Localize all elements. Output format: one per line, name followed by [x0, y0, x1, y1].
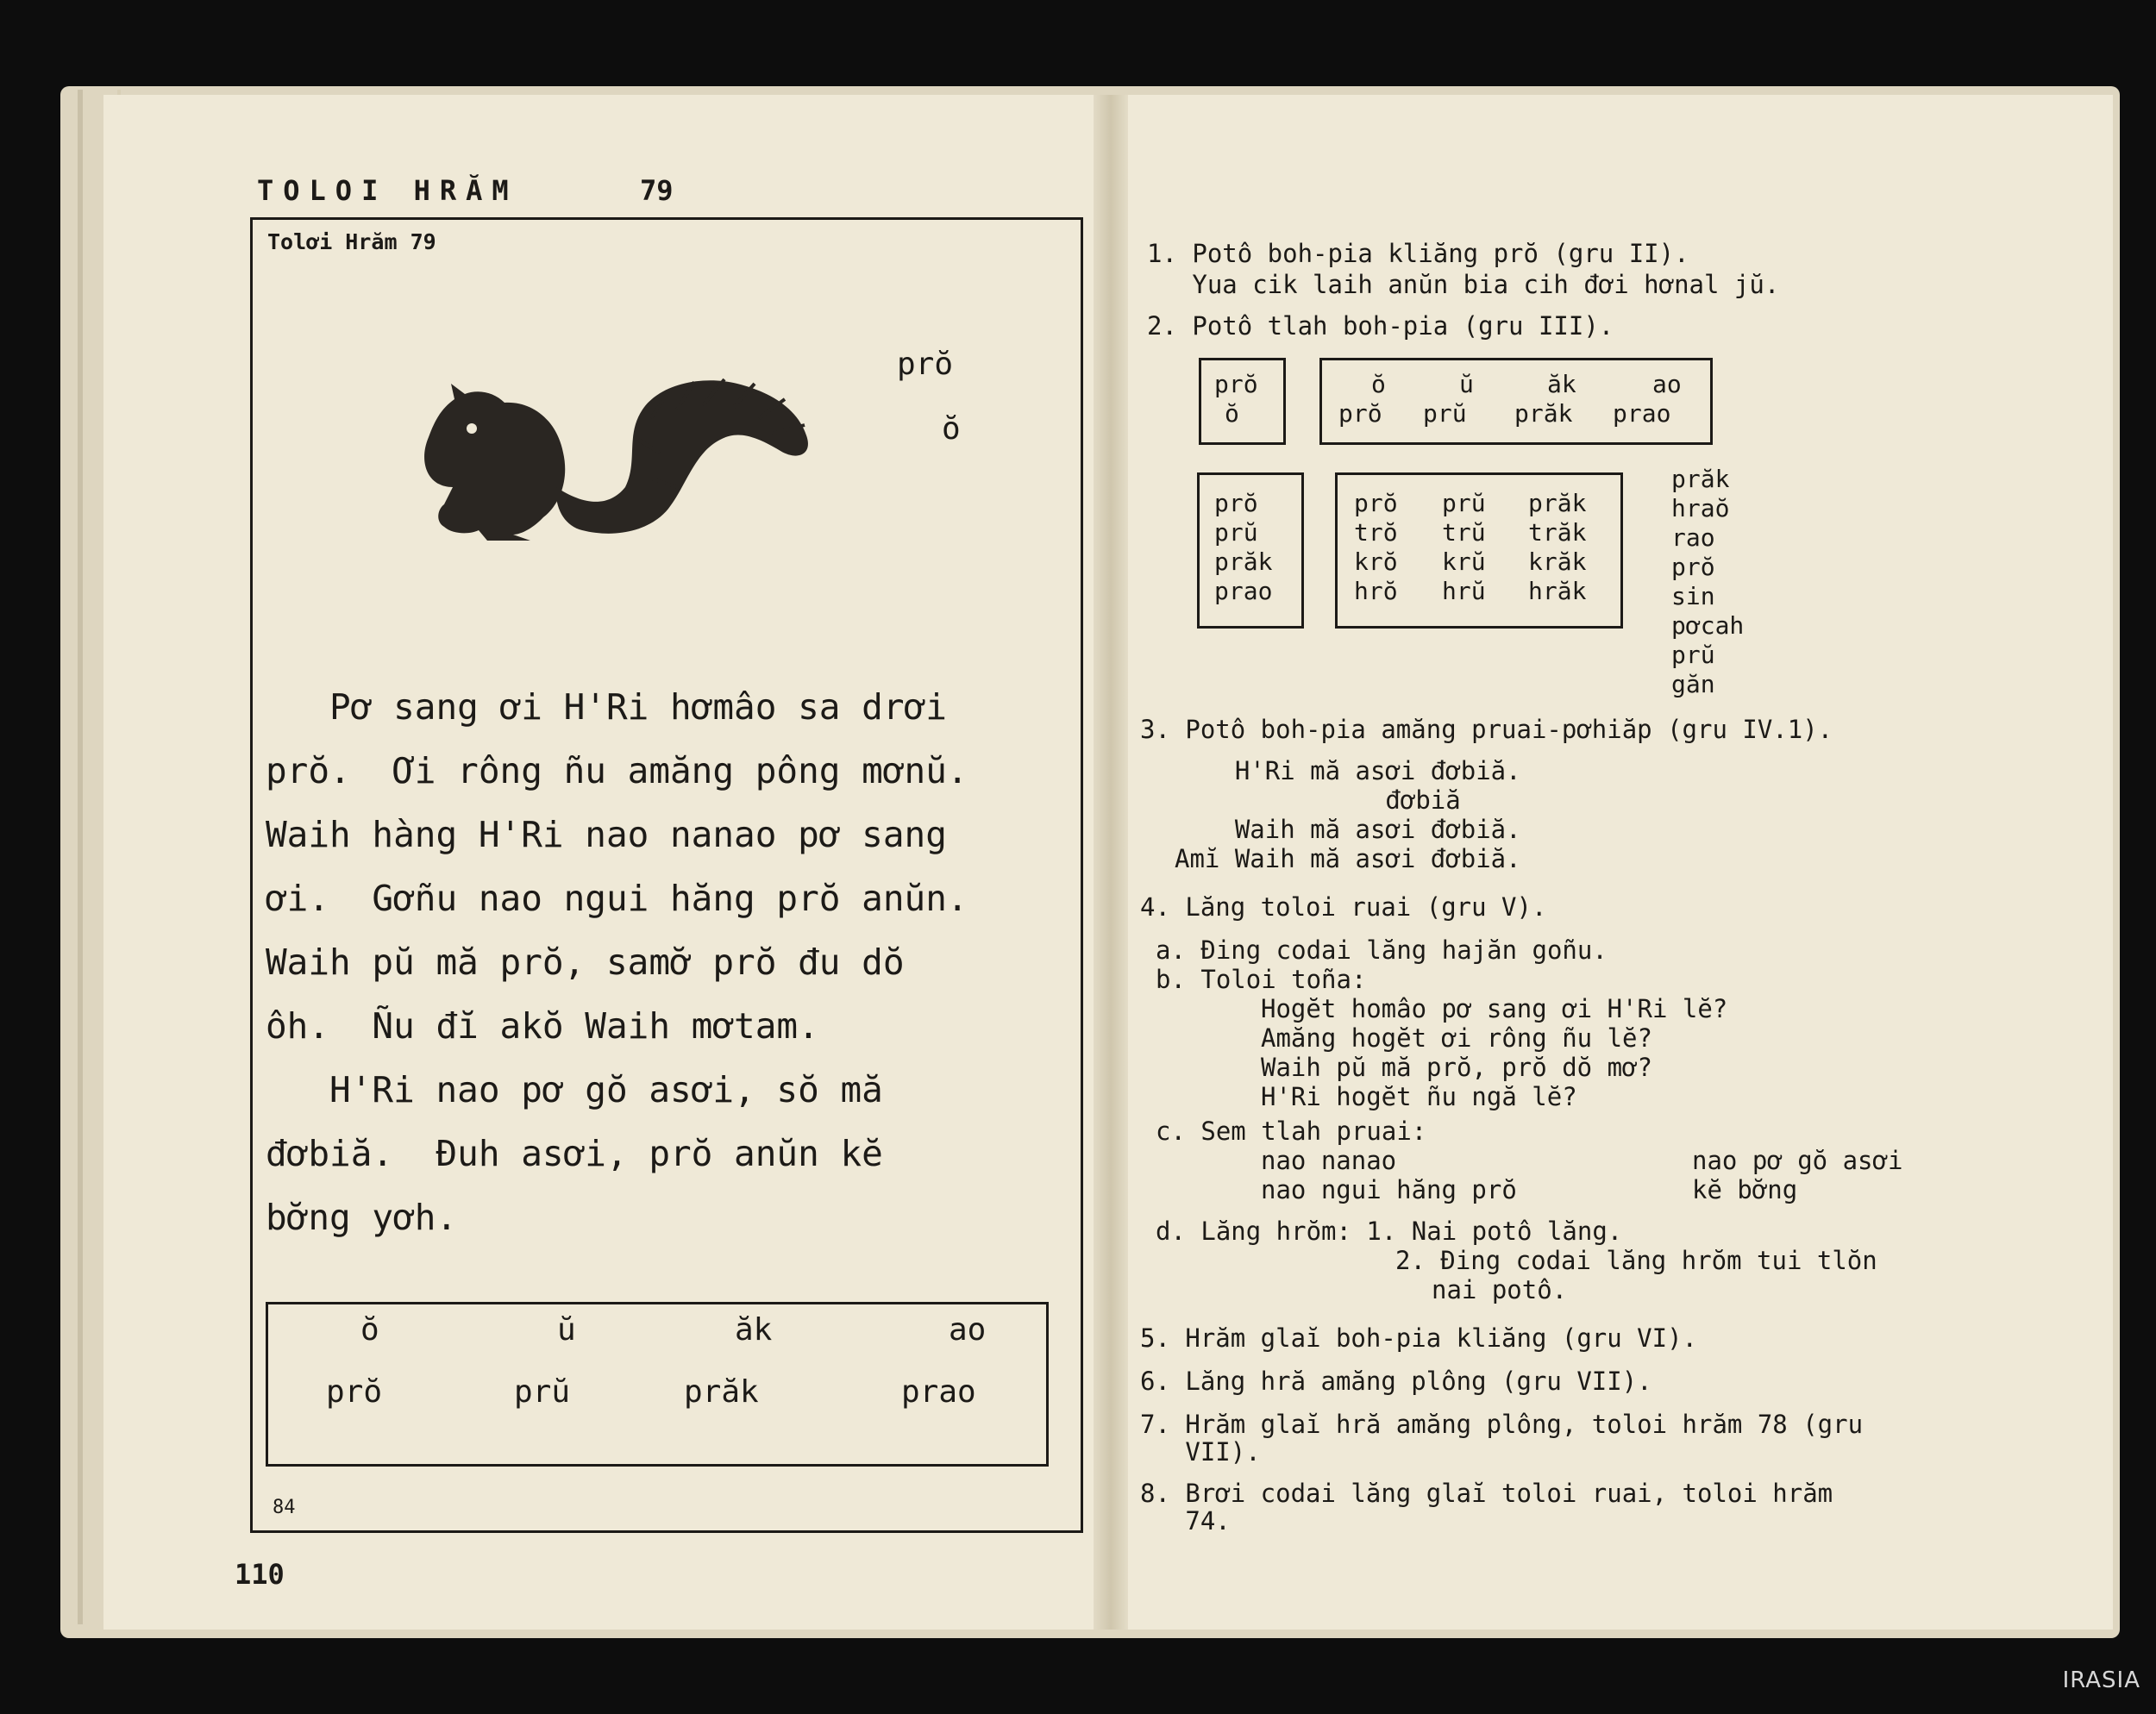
box-4-col-2: trŭ — [1442, 518, 1486, 547]
item-1-line-2: Yua cik laih anŭn bia cih đơi hơnal jŭ. — [1147, 270, 1780, 299]
story-line: bơ̆ng yơh. — [266, 1197, 458, 1238]
item-6: 6. Lăng hră amăng plông (gru VII). — [1140, 1367, 1652, 1396]
box-2-top: ŭ — [1459, 370, 1474, 398]
box-2-bottom: prao — [1613, 399, 1671, 428]
item-1-line-1: 1. Potô boh-pia kliăng prŏ (gru II). — [1147, 239, 1689, 268]
box-vowel: ŭ — [557, 1312, 576, 1348]
story-line: Pơ sang ơi H'Ri hơmâo sa drơi — [266, 686, 947, 728]
box-2-top: ao — [1652, 370, 1682, 398]
box-3-text: prŏ — [1214, 489, 1258, 517]
item-4c-left: nao nanao — [1261, 1146, 1397, 1175]
item-8a: 8. Brơi codai lăng glaĭ toloi ruai, toloi hrăm — [1140, 1479, 1833, 1508]
word-list-item: prŭ — [1671, 641, 1715, 669]
box-1-text: ŏ — [1225, 399, 1239, 428]
box-1-text: prŏ — [1214, 370, 1258, 398]
book-page-number: 110 — [235, 1558, 285, 1591]
box-4-col-1: krŏ — [1354, 547, 1398, 576]
story-line: ơi. Gơñu nao ngui hăng prŏ anŭn. — [266, 878, 968, 919]
item-3-line: Amĭ Waih mă asơi đơbiă. — [1175, 844, 1521, 873]
story-line: Waih pŭ mă prŏ, samơ̆ prŏ đu dŏ — [266, 941, 905, 983]
box-2-bottom: prŏ — [1338, 399, 1382, 428]
box-4-col-2: krŭ — [1442, 547, 1486, 576]
item-7a: 7. Hrăm glaĭ hră amăng plông, toloi hrăm 78 (gru — [1140, 1410, 1864, 1439]
item-3-line: H'Ri mă asơi đơbiă. — [1175, 756, 1521, 785]
item-4b-line: Waih pŭ mă prŏ, prŏ dŏ mơ? — [1261, 1053, 1652, 1082]
item-4b-line: Hogĕt homâo pơ sang ơi H'Ri lĕ? — [1261, 994, 1728, 1023]
item-4c: c. Sem tlah pruai: — [1156, 1117, 1427, 1146]
item-4c-right: nao pơ gŏ asơi — [1692, 1146, 1903, 1175]
box-4-col-1: prŏ — [1354, 489, 1398, 517]
box-3-text: prao — [1214, 577, 1273, 605]
vowel-top: ŏ — [942, 411, 961, 447]
syllable-top: prŏ — [897, 347, 954, 382]
box-word: prŏ — [326, 1374, 383, 1410]
item-4d: d. Lăng hrŏm: 1. Nai potô lăng. — [1156, 1217, 1623, 1246]
story-line: prŏ. Ơi rông ñu amăng pông mơnŭ. — [266, 750, 968, 791]
box-word: prăk — [684, 1374, 759, 1410]
frame-page-number: 84 — [273, 1497, 296, 1518]
item-3: 3. Potô boh-pia amăng pruai-pơhiăp (gru IV.1). — [1140, 715, 1833, 744]
box-4-col-3: krăk — [1528, 547, 1587, 576]
story-line: H'Ri nao pơ gŏ asơi, sŏ mă — [266, 1069, 883, 1110]
word-list-item: rao — [1671, 523, 1715, 552]
box-word: prao — [901, 1374, 976, 1410]
word-list-item: prŏ — [1671, 553, 1715, 581]
box-4-col-3: trăk — [1528, 518, 1587, 547]
box-vowel: ăk — [735, 1312, 773, 1348]
box-4-col-2: hrŭ — [1442, 577, 1486, 605]
box-word: prŭ — [514, 1374, 571, 1410]
box-vowel: ao — [949, 1312, 987, 1348]
item-8b: 74. — [1140, 1506, 1231, 1536]
item-3-line: Waih mă asơi đơbiă. — [1175, 815, 1521, 844]
word-list-item: sin — [1671, 582, 1715, 610]
box-2-top: ŏ — [1371, 370, 1386, 398]
item-4: 4. Lăng toloi ruai (gru V). — [1140, 892, 1547, 922]
running-page-number: 79 — [640, 174, 674, 207]
item-4c-left: nao ngui hăng prŏ — [1261, 1175, 1517, 1204]
item-7b: VII). — [1140, 1437, 1261, 1467]
book-gutter — [1094, 95, 1128, 1630]
item-4b-line: Amăng hogĕt ơi rông ñu lĕ? — [1261, 1023, 1652, 1053]
story-line: đơbiă. Đuh asơi, prŏ anŭn kĕ — [266, 1133, 883, 1174]
squirrel-icon — [392, 358, 832, 552]
item-4d-2a: 2. Đing codai lăng hrŏm tui tlŏn — [1395, 1246, 1877, 1275]
box-2-bottom: prăk — [1514, 399, 1573, 428]
story-line: Waih hàng H'Ri nao nanao pơ sang — [266, 814, 947, 855]
box-2-bottom: prŭ — [1423, 399, 1467, 428]
watermark: IRASIA — [2062, 1667, 2140, 1693]
word-list-item: găn — [1671, 670, 1715, 698]
box-4-col-2: prŭ — [1442, 489, 1486, 517]
box-3-text: prŭ — [1214, 518, 1258, 547]
box-2-top: ăk — [1547, 370, 1576, 398]
item-4b-line: H'Ri hogĕt ñu ngă lĕ? — [1261, 1082, 1577, 1111]
item-4d-2b: nai potô. — [1432, 1275, 1568, 1304]
item-4c-right: kĕ bơ̆ng — [1692, 1175, 1798, 1204]
box-4-col-3: hrăk — [1528, 577, 1587, 605]
item-5: 5. Hrăm glaĭ boh-pia kliăng (gru VI). — [1140, 1323, 1698, 1353]
item-4a: a. Đing codai lăng hajăn goñu. — [1156, 935, 1608, 965]
story-line: ôh. Ñu đĭ akŏ Waih mơtam. — [266, 1005, 819, 1047]
item-3-line: đơbiă — [1175, 785, 1461, 815]
word-list-item: pơcah — [1671, 611, 1745, 640]
box-vowel: ŏ — [360, 1312, 379, 1348]
word-list-item: hraŏ — [1671, 494, 1730, 522]
box-4-col-1: hrŏ — [1354, 577, 1398, 605]
box-3-text: prăk — [1214, 547, 1273, 576]
running-head: TOLOI HRĂM — [257, 174, 518, 207]
box-4-col-1: trŏ — [1354, 518, 1398, 547]
box-4-col-3: prăk — [1528, 489, 1587, 517]
frame-title: Tolơi Hrăm 79 — [267, 229, 436, 254]
item-4b: b. Toloi toña: — [1156, 965, 1367, 994]
word-list-item: prăk — [1671, 465, 1730, 493]
item-2: 2. Potô tlah boh-pia (gru III). — [1147, 311, 1614, 341]
